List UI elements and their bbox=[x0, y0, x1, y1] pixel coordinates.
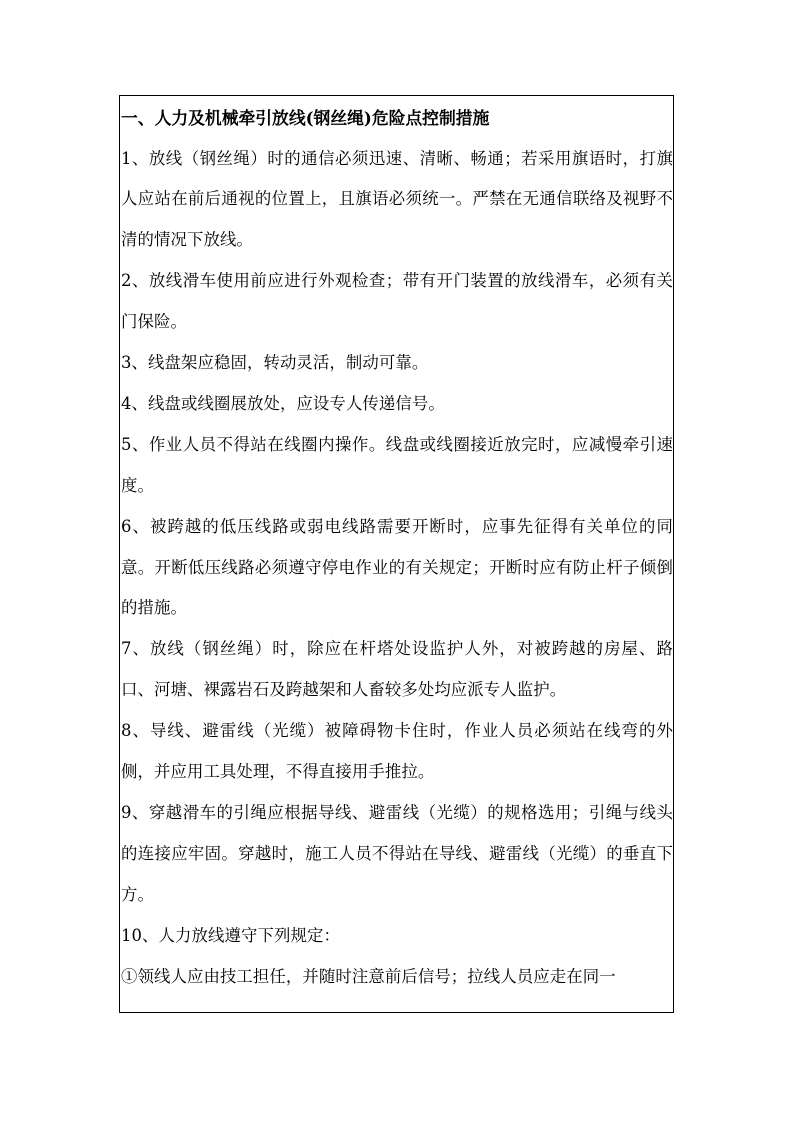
document-content bbox=[120, 98, 673, 998]
section-title: 一、人力及机械牵引放线(钢丝绳)危险点控制措施 bbox=[121, 108, 490, 128]
list-item: 2、放线滑车使用前应进行外观检查；带有开门装置的放线滑车，必须有关门保险。 bbox=[121, 271, 673, 332]
list-item: 3、线盘架应稳固，转动灵活，制动可靠。 bbox=[121, 353, 429, 373]
list-item: ①领线人应由技工担任，并随时注意前后信号；拉线人员应走在同一 bbox=[121, 966, 616, 986]
list-item: 4、线盘或线圈展放处，应设专人传递信号。 bbox=[121, 393, 445, 413]
list-item: 9、穿越滑车的引绳应根据导线、避雷线（光缆）的规格选用；引绳与线头的连接应牢固。穿越时，施工人员不得站在导线、避雷线（光缆）的垂直下方。 bbox=[121, 803, 673, 904]
list-item: 7、放线（钢丝绳）时，除应在杆塔处设监护人外，对被跨越的房屋、路口、河塘、裸露岩石及跨越架和人畜较多处均应派专人监护。 bbox=[121, 639, 673, 700]
list-item: 5、作业人员不得站在线圈内操作。线盘或线圈接近放完时，应减慢牵引速度。 bbox=[121, 434, 673, 495]
list-item: 6、被跨越的低压线路或弱电线路需要开断时，应事先征得有关单位的同意。开断低压线路必须遵守停电作业的有关规定；开断时应有防止杆子倾倒的措施。 bbox=[121, 516, 673, 618]
list-item: 8、导线、避雷线（光缆）被障碍物卡住时，作业人员必须站在线弯的外侧，并应用工具处理，不得直接用手推拉。 bbox=[121, 721, 673, 782]
document-frame bbox=[119, 95, 674, 1013]
list-item: 1、放线（钢丝绳）时的通信必须迅速、清晰、畅通；若采用旗语时，打旗人应站在前后通视的位置上，且旗语必须统一。严禁在无通信联络及视野不清的情况下放线。 bbox=[121, 148, 673, 250]
list-item: 10、人力放线遵守下列规定： bbox=[121, 925, 340, 945]
